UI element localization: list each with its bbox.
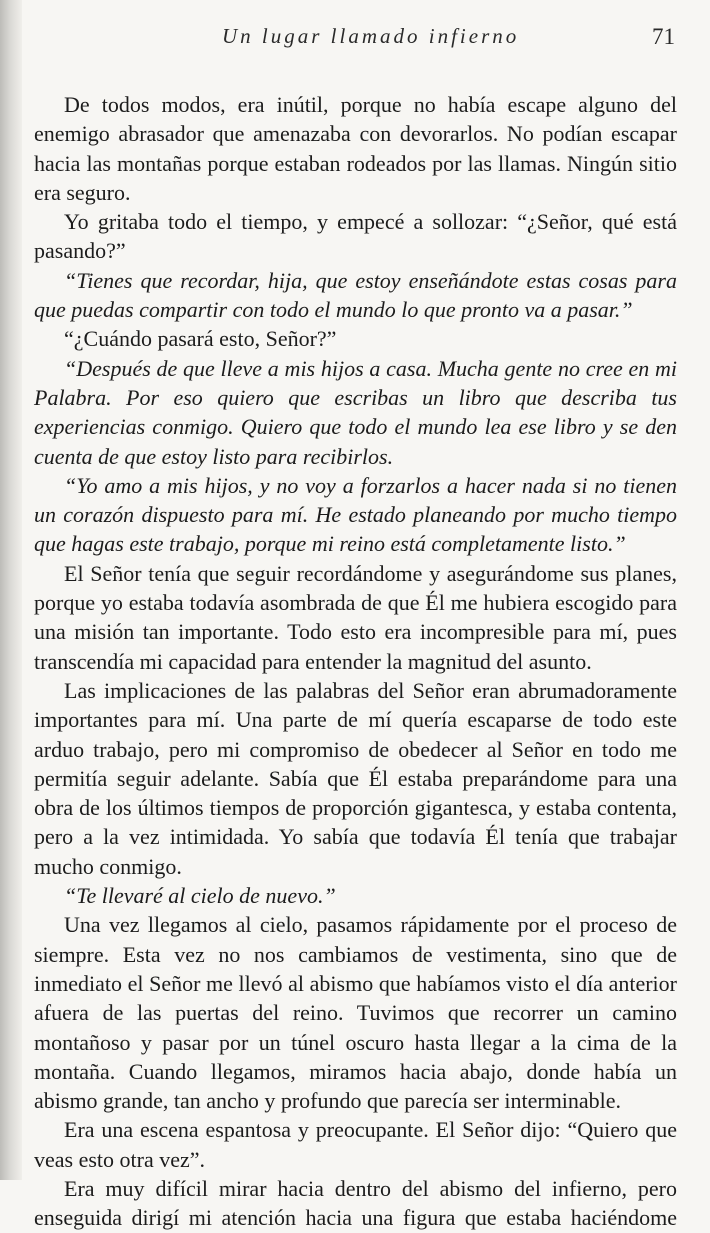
paragraph-italic: “Tienes que recordar, hija, que estoy enseñándote estas cosas para que puedas compartir con todo el mundo lo que pronto va a pasar.” [34, 267, 677, 323]
paragraph: Yo gritaba todo el tiempo, y empecé a sollozar: “¿Señor, qué está pasando?” [34, 209, 677, 264]
paragraph: Las implicaciones de las palabras del Señor eran abrumadoramente importantes para mí. Una parte de mí quería escaparse de todo este arduo trabajo, pero mi compromiso de obedecer al Señor en todo me permitía seguir adelante. Sabía que Él estaba preparándome para una obra de los últimos tiempos de proporción gigantesca, y estaba contenta, pero a la vez intimidada. Yo sabía que todavía Él tenía que trabajar mucho conmigo. [34, 677, 677, 879]
running-head [0, 24, 710, 54]
paragraph: “¿Cuándo pasará esto, Señor?” [64, 326, 337, 352]
body-text [34, 90, 677, 1233]
paragraph-italic: “Después de que lleve a mis hijos a casa. Mucha gente no cree en mi Palabra. Por eso quiero que escribas un libro que describa tus experiencias conmigo. Quiero que todo el mundo lea ese libro y se den cuenta de que estoy listo para recibirlos. [34, 355, 677, 469]
running-title: Un lugar llamado infierno [222, 24, 520, 48]
paragraph: Una vez llegamos al cielo, pasamos rápidamente por el proceso de siempre. Esta vez no nos cambiamos de vestimenta, sino que de inmediato el Señor me llevó al abismo que habíamos visto el día anterior afuera de las puertas del reino. Tuvimos que recorrer un camino montañoso y pasar por un túnel oscuro hasta llegar a la cima de la montaña. Cuando llegamos, miramos hacia abajo, donde había un abismo grande, tan ancho y profundo que parecía ser interminable. [34, 912, 677, 1114]
paragraph-continued: Era muy difícil mirar hacia dentro del abismo del infierno, pero enseguida dirigí mi atención hacia una figura que estaba haciéndome [34, 1175, 677, 1231]
paragraph-italic: “Te llevaré al cielo de nuevo.” [64, 883, 336, 909]
page-number: 71 [652, 24, 675, 49]
paragraph: Era una escena espantosa y preocupante. El Señor dijo: “Quiero que veas esto otra vez”. [34, 1117, 677, 1172]
paragraph: De todos modos, era inútil, porque no había escape alguno del enemigo abrasador que amenazaba con devorarlos. No podían escapar hacia las montañas porque estaban rodeados por las llamas. Ningún sitio era seguro. [34, 92, 677, 205]
paragraph: El Señor tenía que seguir recordándome y asegurándome sus planes, porque yo estaba todavía asombrada de que Él me hubiera escogido para una misión tan importante. Todo esto era incompresible para mí, pues transcendía mi capacidad para entender la magnitud del asunto. [34, 560, 677, 674]
page-gutter-shadow [0, 0, 22, 1180]
paragraph-italic: “Yo amo a mis hijos, y no voy a forzarlos a hacer nada si no tienen un corazón dispuesto para mí. He estado planeando por mucho tiempo que hagas este trabajo, porque mi reino está completamente listo.” [34, 472, 677, 557]
